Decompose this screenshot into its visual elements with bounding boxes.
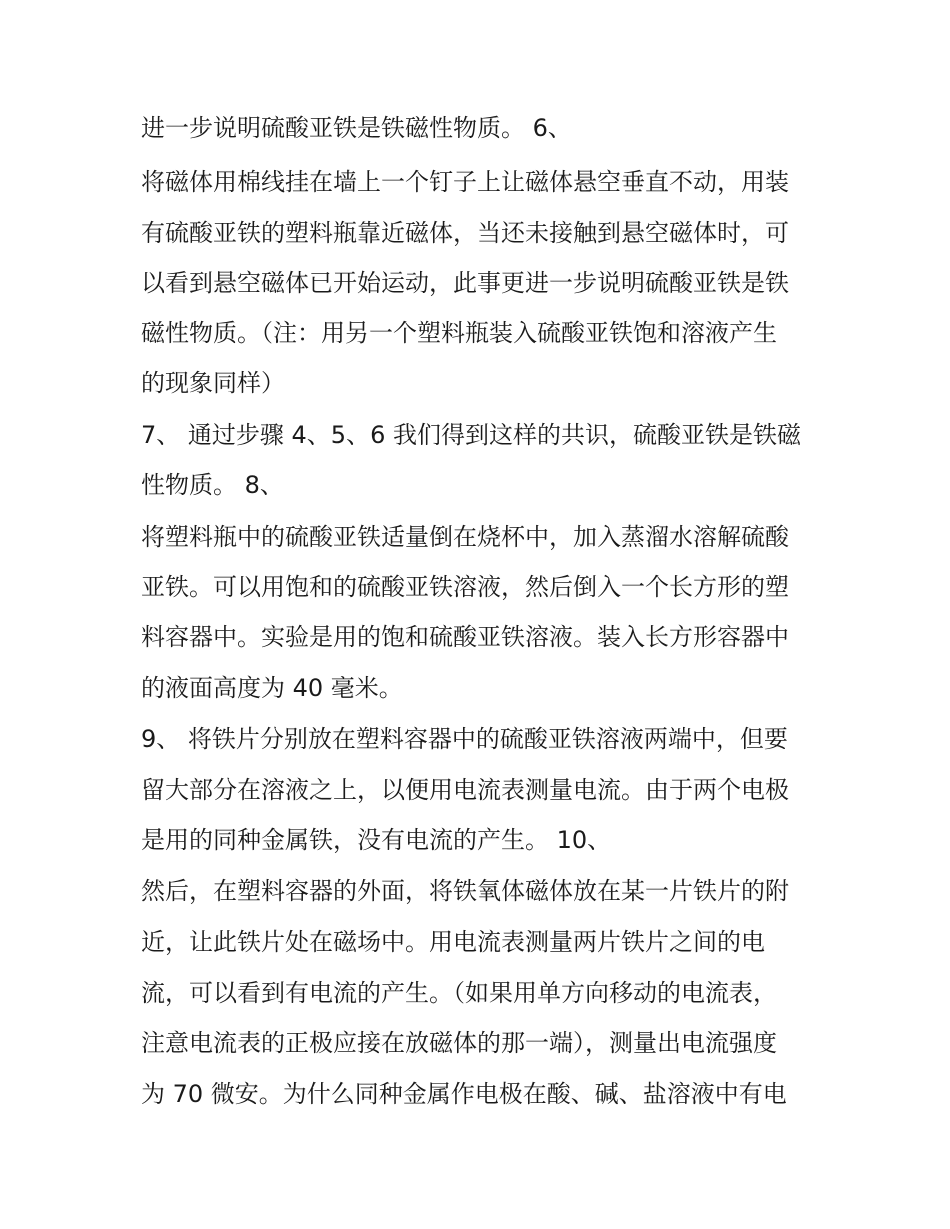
text-line: 有硫酸亚铁的塑料瓶靠近磁体，当还未接触到悬空磁体时，可 (141, 219, 789, 247)
text-line: 然后，在塑料容器的外面，将铁氧体磁体放在某一片铁片的附 (141, 877, 789, 905)
text-line: 的液面高度为 40 毫米。 (141, 674, 403, 702)
text-line: 亚铁。可以用饱和的硫酸亚铁溶液，然后倒入一个长方形的塑 (141, 573, 789, 601)
text-line: 磁性物质。（注：用另一个塑料瓶装入硫酸亚铁饱和溶液产生 (141, 319, 777, 347)
text-line: 将塑料瓶中的硫酸亚铁适量倒在烧杯中，加入蒸溜水溶解硫酸 (141, 523, 789, 551)
text-line: 为 70 微安。为什么同种金属作电极在酸、碱、盐溶液中有电 (141, 1080, 787, 1108)
text-line: 料容器中。实验是用的饱和硫酸亚铁溶液。装入长方形容器中 (141, 623, 789, 651)
text-line: 将磁体用棉线挂在墙上一个钉子上让磁体悬空垂直不动，用装 (141, 168, 789, 196)
text-line: 是用的同种金属铁，没有电流的产生。 10、 (141, 826, 612, 854)
text-line: 留大部分在溶液之上，以便用电流表测量电流。由于两个电极 (141, 776, 789, 804)
text-line: 进一步说明硫酸亚铁是铁磁性物质。 6、 (141, 114, 572, 142)
text-line: 7、 通过步骤 4、5、6 我们得到这样的共识，硫酸亚铁是铁磁 (141, 421, 801, 449)
text-line: 以看到悬空磁体已开始运动，此事更进一步说明硫酸亚铁是铁 (141, 269, 789, 297)
text-line: 近，让此铁片处在磁场中。用电流表测量两片铁片之间的电 (141, 928, 765, 956)
text-line: 流，可以看到有电流的产生。（如果用单方向移动的电流表， (141, 979, 777, 1007)
text-line: 注意电流表的正极应接在放磁体的那一端），测量出电流强度 (141, 1029, 777, 1057)
text-line: 的现象同样） (141, 369, 285, 397)
text-line: 性物质。 8、 (141, 471, 284, 499)
text-line: 9、 将铁片分别放在塑料容器中的硫酸亚铁溶液两端中，但要 (141, 725, 788, 753)
